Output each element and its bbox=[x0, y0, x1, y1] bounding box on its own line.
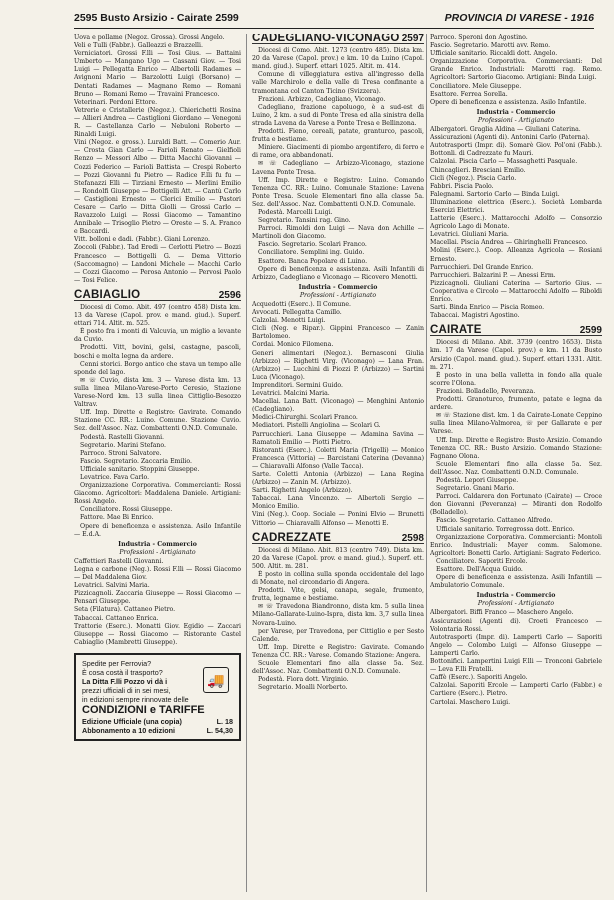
text-paragraph: Acquedotti (Eserc.). Il Comune. bbox=[252, 301, 351, 308]
text-paragraph: Molini (Eserc.). Coop. Alleanza Agricola — Rosiani Ernesto. bbox=[430, 247, 602, 263]
text-paragraph: Opere di beneficenza e assistenza. Asilo Infantile — E.d.A. bbox=[74, 522, 241, 538]
text-paragraph: Ufficiale sanitario. Torregrossa dott. Enrico. bbox=[436, 525, 575, 533]
town-number: 2597 bbox=[401, 34, 424, 44]
text-paragraph: Organizzazione Corporativa. Commercianti: Del Grande Enrico. Industriali: Marotti rag. Remo. Agricoltori: Sartorio Giacomo. Artigiani: Binda Luigi. bbox=[430, 58, 602, 82]
text-paragraph: Frazioni. Arbizzo, Cadegliano, Viconago. bbox=[258, 95, 386, 103]
text-paragraph: Trattorie (Eserc.). Monatti Giov. Egidio — Zaccari Giuseppe — Rossi Giacomo — Ristorante Castel Cabiaglio (Mambretti Giuseppe). bbox=[74, 622, 241, 646]
text-paragraph: Cenni storici. Borgo antico che stava un tempo alle sponde del lago. bbox=[74, 360, 241, 376]
text-paragraph: Cordai. Monico Filomena. bbox=[252, 341, 334, 349]
town-name: CADEGLIANO-VICONAGO bbox=[252, 34, 400, 44]
entry-header-cabiaglio bbox=[74, 288, 241, 301]
text-paragraph: Fascio. Segretario. Cattaneo Alfredo. bbox=[436, 517, 553, 525]
text-paragraph: Calzolai. Piscia Carlo — Massaghetti Pasquale. bbox=[430, 158, 578, 166]
text-paragraph: Cicli (Negoz.). Piscia Carlo. bbox=[430, 174, 517, 182]
text-paragraph: Sarti. Righetti Angelo (Arbizzo). bbox=[252, 487, 353, 495]
text-paragraph: Parrucchieri. Balzarini P. — Anessi Erm. bbox=[430, 271, 556, 279]
town-name: CABIAGLIO bbox=[74, 288, 141, 301]
text-paragraph: Mediatori. Pistelli Angiolina — Scolari G. bbox=[252, 422, 381, 430]
text-paragraph: Zoccoli (Fabbr.). Tad Eredi — Cerlotti Pietro — Bozzi Francesco — Bottigelli G. — Dema Vittorio (Saccomagno) — Landoni Michele — Macchi Carlo — Cozzi Giacomo — Perosa Antonio — Pervosi Paolo — Tosi Felice. bbox=[74, 244, 241, 284]
text-paragraph: Uff. Imp. Dirette e Registro: Busto Arsizio. Comando Tenenza CC. RR.: Busto Arsizio. Comando Stazione: Fagnano Olona. bbox=[430, 436, 602, 460]
cairate-entries bbox=[430, 609, 602, 706]
text-paragraph: Calzolai. Saporiti Ercole — Lamperti Carlo (Fabbr.) e Cartiere (Eserc.). Pietro. bbox=[430, 682, 602, 698]
text-paragraph: Vini (Neg.). Coop. Sociale — Ponini Elvio — Brunetti Vittorio — Chiaravalli Alfonso — Menotti E. bbox=[252, 511, 424, 527]
truck-icon: 🚚 bbox=[203, 667, 229, 693]
text-paragraph: Podestà. Marcelli Luigi. bbox=[258, 208, 333, 216]
town-number: 2596 bbox=[218, 289, 241, 301]
text-paragraph: Vini (Negoz. e gross.). Luraldi Batt. — Comerio Aur. — Crosta Gian Carlo — Farioli Renato — Gielfioli Renzo — Messori Albo — Ditta Macchi Giovanni — Cozzi Federico — Farioli Battista — Crespi Roberto — Pozzi Giovanni fu Pietro — Radice F.lli fu fu — Stefanazzi Elli — Tirziani Ernesto — Merlini Emilio — Rondolfi Giuseppe — Bottigelli Att. — Cantù Carlo — Castiglioni Ernesto — Clerici Emilio — Pastori Cesare — Carlo — Ditta Giolli — Grossi Carlo — Ravazzolo Luigi — Rossi Giacomo — Tamantino Annibale — Trisoglio Pietro — Oreste — S. A. Franco e Baccardi. bbox=[74, 139, 241, 236]
text-paragraph: Ufficiale sanitario. Riccaldi dott. Angelo. bbox=[430, 50, 558, 58]
section-subtitle: Professioni - Artigianato bbox=[119, 548, 196, 556]
text-paragraph: Albergatori. Graglia Aldina — Giuliani Caterina. bbox=[430, 126, 581, 134]
text-paragraph: Organizzazione Corporativa. Commercianti: Montoli Enrico. Industriali: Mayer comm. Salomone. Agricoltori: Bonetti Carlo. Artigiani: Sagrato Federico. bbox=[430, 533, 602, 557]
text-paragraph: Conciliatore. Semplini ing. Guido. bbox=[258, 249, 365, 257]
text-paragraph: Parrucchieri. Del Grande Enrico. bbox=[430, 263, 534, 271]
busto-continuation bbox=[74, 34, 241, 285]
text-paragraph: Fascio. Segretario. Zaccaria Emilio. bbox=[80, 457, 192, 465]
text-paragraph: Parroco. Stroni Salvatore. bbox=[80, 449, 162, 457]
text-paragraph: Uova e pollame (Negoz. Grossa). Grossi Angelo. bbox=[74, 34, 225, 41]
text-paragraph: Sarti. Binda Enrico — Piscia Romeo. bbox=[430, 304, 545, 312]
text-paragraph: Autotrasporti (Impr. di). Somarè Giov. Pol'oni (Fabb.). Bottonli. di Cadrezzate fu Mauri. bbox=[430, 142, 602, 158]
town-name: CAIRATE bbox=[430, 324, 482, 337]
text-paragraph: È posto in collina sulla sponda occidentale del lago di Monate, nel circondario di Angera. bbox=[252, 571, 424, 587]
text-paragraph: Verniciatori. Grossi F.lli — Tosi Gius. — Battaini Umberto — Mangano Ugo — Cassani Giov. — Tosi Luigi — Pellegatta Enrico — Albertolli Radames — Avignoni Mario — Barzolotti Luigi (Borsano) — Dentati Radames — Magnano Remo — Romani Bruno — Romani Remo — Travaini Francesco. bbox=[74, 50, 241, 98]
text-paragraph: Podestà. Lepori Giuseppe. bbox=[436, 476, 519, 484]
text-paragraph: Autotrasporti (Impr. di). Lamperti Carlo — Saporiti Angelo — Colombo Luigi — Alfonso Giuseppe — Lamperti Carlo. bbox=[430, 633, 602, 657]
text-paragraph: Levatrice. Fava Carlo. bbox=[80, 473, 150, 481]
text-paragraph: Assicurazioni (Agenti di). Croeti Francesco — Volontaria Rossi. bbox=[430, 617, 602, 633]
text-paragraph: ✉ ☏ Travedona Biandronno, dista km. 5 sulla linea Milano-Gallarate-Luino-Ispra, dista km. 3,7 sulla linea Novara-Luino. bbox=[252, 603, 424, 627]
text-paragraph: Scuole Elementari fino alla classe 5a. Sez. dell'Assoc. Naz. Combattenti O.N.D. Comunale. bbox=[430, 460, 602, 476]
cadrezzate-intro bbox=[252, 547, 424, 693]
section-subtitle: Professioni - Artigianato bbox=[299, 291, 377, 299]
cabiaglio-intro bbox=[74, 304, 241, 539]
text-paragraph: Assicurazioni (Agenti di). Antonini Carlo (Paterna). bbox=[430, 134, 590, 142]
ad-price-row bbox=[82, 717, 233, 726]
text-paragraph: Vitt. bolloni e dadi. (Fabbr.). Giani Lorenzo. bbox=[74, 236, 211, 244]
text-paragraph: Prodotti. Fieno, cereali, patate, granturco, pascoli, frutta e bestiame. bbox=[252, 128, 424, 144]
text-paragraph: Ristoranti (Eserc.). Coletti Maria (Trigelli) — Monico Francesca (Vittoria) — Barcistani Caterina (Devanna) — Chiaravalli Alfonso (Valle Tacca). bbox=[252, 446, 424, 470]
column-2 bbox=[252, 34, 424, 894]
ad-line: Spedite per Ferrovia? bbox=[82, 658, 152, 668]
entry-header-cadrezzate bbox=[252, 531, 424, 544]
column-rule bbox=[246, 34, 247, 892]
text-paragraph: Diocesi di Como. Abit. 497 (centro 458) Dista km. 13 da Varese (Capol. prov. e mand. giud.). Superf. ettari 714. Altit. m. 525. bbox=[74, 304, 241, 328]
text-paragraph: ✉ ☏ Stazione dist. km. 1 da Cairate-Lonate Ceppino sulla linea Milano-Valmorea, ☏ per Gallarate e per Varese. bbox=[430, 412, 602, 436]
section-title: Industria - Commercio bbox=[298, 283, 378, 291]
text-paragraph: Albergatori. Biffi Franco — Maschero Angelo. bbox=[430, 609, 574, 617]
text-paragraph: Levatrici. Malcini Maria. bbox=[252, 390, 330, 398]
text-paragraph: Prodotti. Vitt, bovini, gelsi, castagne, pascoli, boschi e molta legna da ardere. bbox=[74, 344, 241, 360]
text-paragraph: Segretario. Gnani Mario. bbox=[436, 485, 515, 493]
text-paragraph: Fattore. Mae Bi Enrico. bbox=[80, 514, 154, 522]
text-paragraph: ✉ ☏ Cadegliano — Arbizzo-Viconago, stazione Lavena Ponte Tresa. bbox=[252, 160, 424, 176]
ad-edition-label: Edizione Ufficiale (una copia) bbox=[82, 716, 182, 726]
text-paragraph: Caffettieri Rastelli Giovanni. bbox=[74, 557, 164, 565]
text-paragraph: Tabaccai. Lana Vincenzo. — Albertoli Sergio — Monico Emilio. bbox=[252, 495, 424, 511]
text-paragraph: Vetrerie e Cristallerie (Negoz.). Chierichetti Rosina — Allieri Andrea — Castiglioni Giordano — Venegoni R. — Castellanza Carlo — Nebuloni Roberto — Rinaldi Luigi. bbox=[74, 106, 241, 139]
text-paragraph: Comune di villeggiatura estiva all'ingresso della valle Marchirolo e della valle di Tresa confinante a tramontana col Canton Ticino (Svizzera). bbox=[252, 71, 424, 95]
ad-line: La Ditta F.lli Pozzo vi dà i bbox=[82, 676, 168, 686]
text-paragraph: Parrucchieri. Lana Giuseppe — Adamina Savina — Ramatoli Emilio — Piotti Pietro. bbox=[252, 430, 424, 446]
text-paragraph: Calzolai. Menotti Luigi. bbox=[252, 317, 326, 325]
text-paragraph: Podestà. Fiora dott. Virginio. bbox=[258, 676, 349, 684]
text-paragraph: Fascio. Segretario. Marotti avv. Remo. bbox=[430, 42, 551, 50]
town-name: CADREZZATE bbox=[252, 531, 332, 544]
text-paragraph: Podestà. Rastelli Giovanni. bbox=[80, 433, 165, 441]
text-paragraph: È posto fra i monti di Valcuvia, un miglio a levante da Cuvio. bbox=[74, 328, 241, 344]
text-paragraph: Pizzicagnoli. Giuliani Caterina — Sartorio Gius. — Cooperativa e Circolo — Mattarocchi Adolfo — Riboldi Enrico. bbox=[430, 279, 602, 303]
text-paragraph: Medici-Chirurghi. Scolari Franco. bbox=[252, 414, 358, 422]
header-right: PROVINCIA DI VARESE - 1916 bbox=[444, 12, 594, 24]
text-paragraph: Tabaccai. Magistri Agostino. bbox=[430, 312, 520, 320]
text-paragraph: È posto in una bella valletta in fondo alla quale scorre l'Olona. bbox=[430, 371, 602, 387]
text-paragraph: Organizzazione Corporativa. Commercianti: Rossi Giacomo. Agricoltori: Maddalena Daniele. Artigiani: Rossi Angelo. bbox=[74, 482, 241, 506]
text-paragraph: Scuole Elementari fino alla classe 5a. Sez. dell'Assoc. Naz. Combattenti O.N.D. Comunale. bbox=[252, 660, 424, 676]
text-paragraph: Ufficiale sanitario. Stoppini Giuseppe. bbox=[80, 465, 200, 473]
cadegliano-entries bbox=[252, 301, 424, 528]
text-paragraph: Levatrici. Giuliani Maria. bbox=[430, 231, 509, 239]
ad-line: prezzi ufficiali di in sei mesi, bbox=[82, 685, 171, 695]
text-paragraph: Segretario. Moalli Norberto. bbox=[258, 684, 348, 692]
text-paragraph: Tabaccai. Cattaneo Enrica. bbox=[74, 614, 159, 622]
text-paragraph: Avvocati. Pellegatta Camillo. bbox=[252, 309, 342, 317]
text-paragraph: Prodotti. Vite, gelsi, canapa, segale, frumento, frutta, legname e bestiame. bbox=[252, 587, 424, 603]
text-paragraph: Generi alimentari (Negoz.). Bernasconi Giulia (Arbizzo) — Righetti Virg. (Viconago) — Lana Fran. (Arbizzo) — Lucchini di Piozzi P. (Arbizzo) — Sartini Luca (Viconago). bbox=[252, 349, 424, 381]
text-paragraph: Veli e Tulli (Fabbr.). Galleazzi e Brazzelli. bbox=[74, 42, 203, 50]
text-paragraph: Opere di beneficenza e assistenza. Asilo Infantile. bbox=[430, 98, 587, 106]
cadrezzate-continuation bbox=[430, 34, 602, 107]
text-paragraph: Esattore. Dell'Acqua Guido. bbox=[436, 566, 523, 573]
section-subtitle: Professioni - Artigianato bbox=[477, 116, 555, 124]
ad-subscription-label: Abbonamento a 10 edizioni bbox=[82, 725, 176, 735]
text-paragraph: Pizzicagnoli. Zaccaria Giuseppe — Rossi Giacomo — Pensari Giuseppe. bbox=[74, 590, 241, 606]
text-paragraph: Seta (Filatura). Cattaneo Pietro. bbox=[74, 606, 176, 614]
ad-price-row bbox=[82, 726, 233, 735]
text-paragraph: Bottonifici. Lampertini Luigi F.lli — Tronconi Gabriele — Leva F.lli Fratelli. bbox=[430, 658, 602, 674]
text-paragraph: Parroco. Speroni don Agostino. bbox=[430, 34, 528, 41]
text-paragraph: Prodotti. Granoturco, frumento, patate e legna da ardere. bbox=[430, 396, 602, 412]
text-paragraph: Conciliatore. Rossi Giuseppe. bbox=[80, 506, 173, 514]
text-paragraph: Miniere. Giacimenti di piombo argentifero, di ferro e di rame, ora abbandonati. bbox=[252, 144, 424, 160]
text-paragraph: Segretario. Tansini rag. Gino. bbox=[258, 217, 351, 225]
text-paragraph: Uff. Imp. Dirette e Registro: Gavirate. Comando Stazione CC. RR.: Luino. Comune. Stazione Cuvio. Sez. dell'Assoc. Naz. Combattenti O.N.D. Comunale. bbox=[74, 409, 241, 433]
text-paragraph: Parroci. Caldarera don Fortunato (Cairate) — Croce don Giovanni (Peveranza) — Miranti don Rodolfo (Bolladello). bbox=[430, 493, 602, 517]
text-paragraph: Sarte. Coletti Antonia (Arbizzo) — Lana Regina (Arbizzo) — Zanin M. (Arbizzo). bbox=[252, 470, 424, 487]
text-paragraph: Illuminazione elettrica (Eserc.). Società Lombarda Esercizi Elettrici. bbox=[430, 198, 602, 214]
text-paragraph: per Varese, per Travedona, per Cittiglio e per Sesto Calende. bbox=[252, 627, 424, 643]
text-paragraph: Esattore. Ferrea Sorella. bbox=[430, 90, 508, 98]
text-paragraph: ✉ ☏ Cuvio, dista km. 3 — Varese dista km. 13 sulla linea Milano-Varese-Porto Ceresio, Stazione Varese-Nord km. 13 sulla linea Cittiglio-Besozzo Valtrav. bbox=[74, 376, 241, 409]
cairate-intro bbox=[430, 339, 602, 590]
text-paragraph: Parroci. Rimoldi don Luigi — Nava don Achille — Martinoli don Giacomo. bbox=[252, 225, 424, 241]
text-paragraph: Cadegliano, frazione capoluogo, è a sud-est di Luino, 2 km. a sud di Ponte Tresa ed alla sinistra della strada Lavena da Varese a Ponte Tresa e Bellinzona. bbox=[252, 103, 424, 127]
text-paragraph: Veterinari. Perdoni Ettore. bbox=[74, 98, 158, 106]
text-paragraph: Latterie (Eserc.). Mattarocchi Adolfo — Consorzio Agricolo Lago di Monate. bbox=[430, 215, 602, 231]
town-number: 2599 bbox=[579, 325, 602, 337]
entry-header-cadegliano bbox=[252, 34, 424, 44]
header-left: 2595 Busto Arsizio - Cairate 2599 bbox=[74, 12, 239, 24]
section-subtitle: Professioni - Artigianato bbox=[477, 600, 555, 608]
text-paragraph: Fabbri. Piscia Paolo. bbox=[430, 182, 494, 190]
ad-title: CONDIZIONI e TARIFFE bbox=[82, 703, 205, 716]
text-paragraph: Imprenditori. Sermini Guido. bbox=[252, 381, 343, 389]
text-paragraph: Diocesi di Milano. Abit. 3739 (centro 1653). Dista km. 17 da Varese (Capol. prov.) e km. 11 da Busto Arsizio (Capol. mand. giud.). Superf. ettari 1331. Altit. m. 271. bbox=[430, 339, 602, 371]
text-paragraph: Uff. Imp. Dirette e Registro: Gavirate. Comando Tenenza CC. RR.: Varese. Comando Stazione: Angera. bbox=[252, 643, 424, 659]
cabiaglio-entries bbox=[74, 558, 241, 647]
text-paragraph: Caffè (Eserc.). Saporiti Angelo. bbox=[430, 674, 528, 682]
text-paragraph: Macellai. Piscia Andrea — Ghiringhelli Francesco. bbox=[430, 239, 588, 247]
text-paragraph: Levatrici. Salvini Maria. bbox=[74, 582, 150, 590]
text-paragraph: Chincaglieri. Bresciani Emilio. bbox=[430, 166, 526, 174]
text-paragraph: Esattore. Banca Popolare di Luino. bbox=[258, 257, 368, 265]
text-paragraph: Macellai. Lana Batt. (Viconago) — Menghini Antonio (Cadegliano). bbox=[252, 398, 424, 414]
ad-line: in edizioni sempre rinnovate delle bbox=[82, 694, 189, 704]
ad-edition-price: L. 18 bbox=[216, 716, 233, 726]
town-number: 2598 bbox=[401, 532, 424, 544]
advertisement-box bbox=[74, 653, 241, 741]
column-3 bbox=[430, 34, 602, 894]
section-title: Industria - Commercio bbox=[476, 108, 556, 116]
section-title: Industria - Commercio bbox=[476, 592, 556, 600]
text-paragraph: Cicli (Neg. e Ripar.). Gippini Francesco — Zanin Bartolomeo. bbox=[252, 325, 424, 341]
column-rule bbox=[426, 34, 427, 892]
text-paragraph: Frazioni. Bolladello, Peveranza. bbox=[436, 387, 536, 395]
running-header bbox=[74, 14, 594, 29]
text-paragraph: Conciliatore. Saporiti Ercole. bbox=[436, 557, 528, 565]
text-paragraph: Diocesi di Como. Abit. 1273 (centro 485). Dista km. 20 da Varese (Capol. prov.) e km. 10 da Luino (Capol. mand. giud.). Superf. ettari 1025. Altit. m. 414. bbox=[252, 47, 424, 71]
text-paragraph: Falegnami. Sartorio Carlo — Binda Luigi. bbox=[430, 190, 560, 198]
ad-subscription-price: L. 54,30 bbox=[206, 725, 233, 735]
ad-line: È cosa costà il trasporto? bbox=[82, 667, 163, 677]
entry-header-cairate bbox=[430, 326, 602, 336]
text-paragraph: Diocesi di Milano. Abit. 813 (centro 749). Dista km. 20 da Varese (Capol. prov. e mand. giud.). Superf. ett. 500. Altit. m. 281. bbox=[252, 546, 424, 570]
text-paragraph: Opere di beneficenza e assistenza. Asili Infantili di Arbizzo, Cadegliano e Viconago — Ricovero Menotti. bbox=[252, 265, 424, 281]
text-paragraph: Conciliatore. Mele Giuseppe. bbox=[430, 82, 522, 90]
cadrezzate-entries bbox=[430, 126, 602, 320]
text-paragraph: Cartolai. Maschero Luigi. bbox=[430, 698, 511, 706]
text-paragraph: Legna e carbone (Neg.). Rossi F.lli — Rossi Giacomo — Del Maddalena Giov. bbox=[74, 566, 241, 582]
cadegliano-intro bbox=[252, 47, 424, 282]
text-paragraph: Fascio. Segretario. Scolari Franco. bbox=[258, 241, 367, 249]
section-title: Industria - Commercio bbox=[118, 540, 197, 548]
column-1 bbox=[74, 34, 241, 894]
text-paragraph: Segretario. Marini Stefano. bbox=[80, 441, 166, 449]
text-paragraph: Uff. Imp. Dirette e Registro: Luino. Comando Tenenza CC. RR.: Luino. Comunale Stazione: Lavena Ponte Tresa. Scuole Elementari fino alla classe 5a. Sez. dell'Assoc. Naz. Combattenti O.N.D. Comunale. bbox=[252, 176, 424, 208]
text-paragraph: Opere di beneficenza e assistenza. Asili Infantili — Ambulatorio Comunale. bbox=[430, 574, 602, 590]
